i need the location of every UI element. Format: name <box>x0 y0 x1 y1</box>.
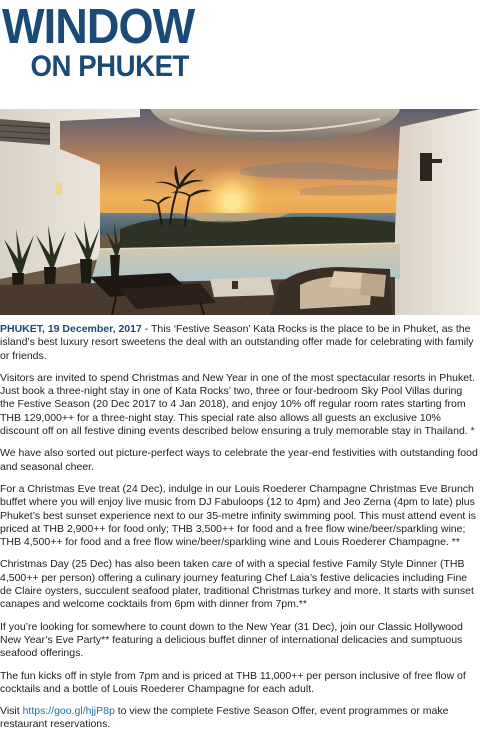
visit-text-rest: to view the complete Festive Season Offer, event programmes or make restaurant reservations. <box>0 705 449 731</box>
article-paragraph-8 <box>0 705 478 732</box>
visit-text: Visit <box>0 705 23 718</box>
hero-image <box>0 109 480 315</box>
masthead-logo <box>2 2 222 94</box>
article-dateline: PHUKET, 19 December, 2017 <box>0 323 142 335</box>
masthead-line-on-phuket: ON PHUKET <box>30 50 189 83</box>
article-paragraph-1 <box>0 323 478 363</box>
article-paragraph-7: The fun kicks off in style from 7pm and is priced at THB 11,000++ per person inclusive of free flow of cocktails and a bottle of Louis Roederer Champagne for each adult. <box>0 669 466 695</box>
article-paragraph-2: Visitors are invited to spend Christmas and New Year in one of the most spectacular resorts in Phuket. Just book a three-night stay in one of Kata Rocks’ two, three or four-bedroom Sky Pool Villas during the Festive Season (20 Dec 2017 to 4 Jan 2018), and enjoy 10% off regular room rates starting from THB 129,000++ for a three-night stay. This special rate also allows all guests an exclusive 10% discount off on all festive dining events described below ensuring a truly memorable stay in Thailand. * <box>0 371 475 438</box>
hero-illustration <box>0 109 480 315</box>
right-wall <box>395 109 480 315</box>
article-paragraph-5: Christmas Day (25 Dec) has also been taken care of with a special festive Family Style Dinner (THB 4,500++ per person) offering a culinary journey featuring Chef Laia’s festive delicacies including Fine de Claire oysters, succulent seafood plater, traditional Christmas turkey and more. It starts with sunset canapes and welcome cocktails from 6pm with dinner from 7pm.** <box>0 558 474 611</box>
festive-offer-link[interactable]: https://goo.gl/hjjP8p <box>22 705 115 718</box>
article-body <box>0 323 478 741</box>
article-paragraph-1-text: - This ‘Festive Season’ Kata Rocks is the place to be in Phuket, as the island’s best luxury resort sweetens the deal with an outstanding offer made for celebrating with family or friends. <box>0 323 474 362</box>
wall-lamp <box>420 153 432 181</box>
article-paragraph-6: If you’re looking for somewhere to count down to the New Year (31 Dec), join our Classic Hollywood New Year’s Eve Party** featuring a delicious buffet dinner of international delicacies and sumptuous seafood offerings. <box>0 620 463 660</box>
article-paragraph-3: We have also sorted out picture-perfect ways to celebrate the year-end festivities with outstanding food and seasonal cheer. <box>0 447 478 473</box>
sun <box>224 194 240 210</box>
article-paragraph-4: For a Christmas Eve treat (24 Dec), indulge in our Louis Roederer Champagne Christmas Eve Brunch buffet where you will enjoy live music from DJ Fabuloops (12 to 4pm) and Jeo Zerna (4pm to late) plus Phuket’s best sunset experience next to our 35-metre infinity swimming pool. This must attend event is priced at THB 2,900++ for food only; THB 3,500++ for food and a free flow wine/beer/sparkling wine; THB 4,500++ for food and a free flow wine/beer/sparkling wine and Louis Roederer Champagne. ** <box>0 482 476 549</box>
masthead-line-window: WINDOW <box>2 0 195 54</box>
